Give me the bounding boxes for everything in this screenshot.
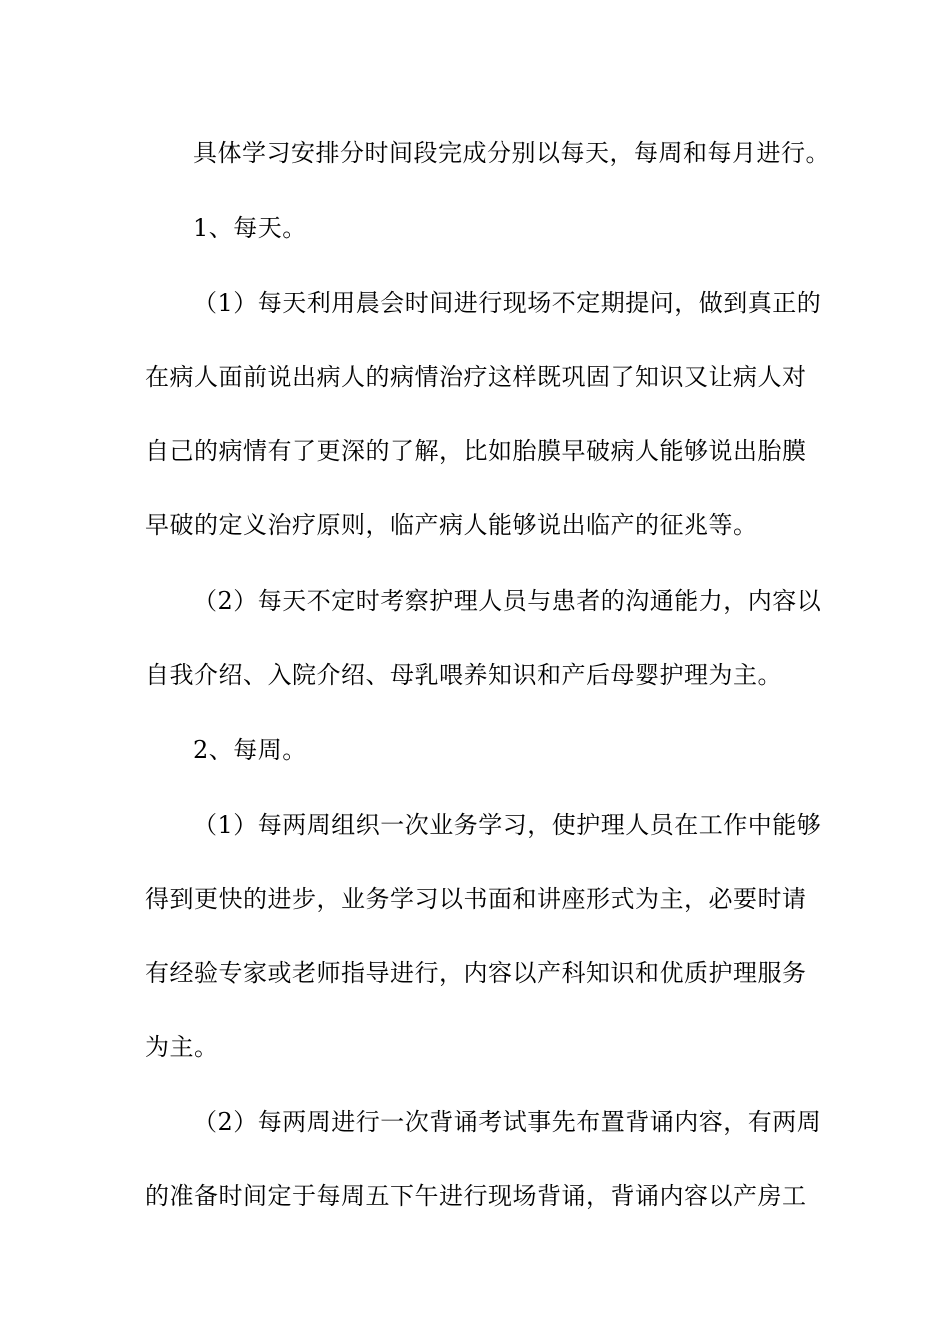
paragraph-line: 自己的病情有了更深的了解，比如胎膜早破病人能够说出胎膜 [145,437,807,465]
paragraph-line: （1）每天利用晨会时间进行现场不定期提问，做到真正的 [193,289,822,317]
paragraph-line: 具体学习安排分时间段完成分别以每天，每周和每月进行。 [193,139,830,167]
paragraph-line: （2）每天不定时考察护理人员与患者的沟通能力，内容以 [193,587,822,615]
paragraph-line: （2）每两周进行一次背诵考试事先布置背诵内容，有两周 [193,1108,822,1136]
paragraph-line: 为主。 [145,1033,219,1061]
paragraph-line: 有经验专家或老师指导进行，内容以产科知识和优质护理服务 [145,959,807,987]
section-heading: 2、每周。 [193,736,307,764]
paragraph-line: 得到更快的进步，业务学习以书面和讲座形式为主，必要时请 [145,885,807,913]
paragraph-line: 的准备时间定于每周五下午进行现场背诵，背诵内容以产房工 [145,1182,807,1210]
section-heading: 1、每天。 [193,214,307,242]
paragraph-line: 自我介绍、入院介绍、母乳喂养知识和产后母婴护理为主。 [145,661,782,689]
paragraph-line: 在病人面前说出病人的病情治疗这样既巩固了知识又让病人对 [145,363,807,391]
paragraph-line: （1）每两周组织一次业务学习，使护理人员在工作中能够 [193,811,822,839]
paragraph-line: 早破的定义治疗原则，临产病人能够说出临产的征兆等。 [145,511,758,539]
